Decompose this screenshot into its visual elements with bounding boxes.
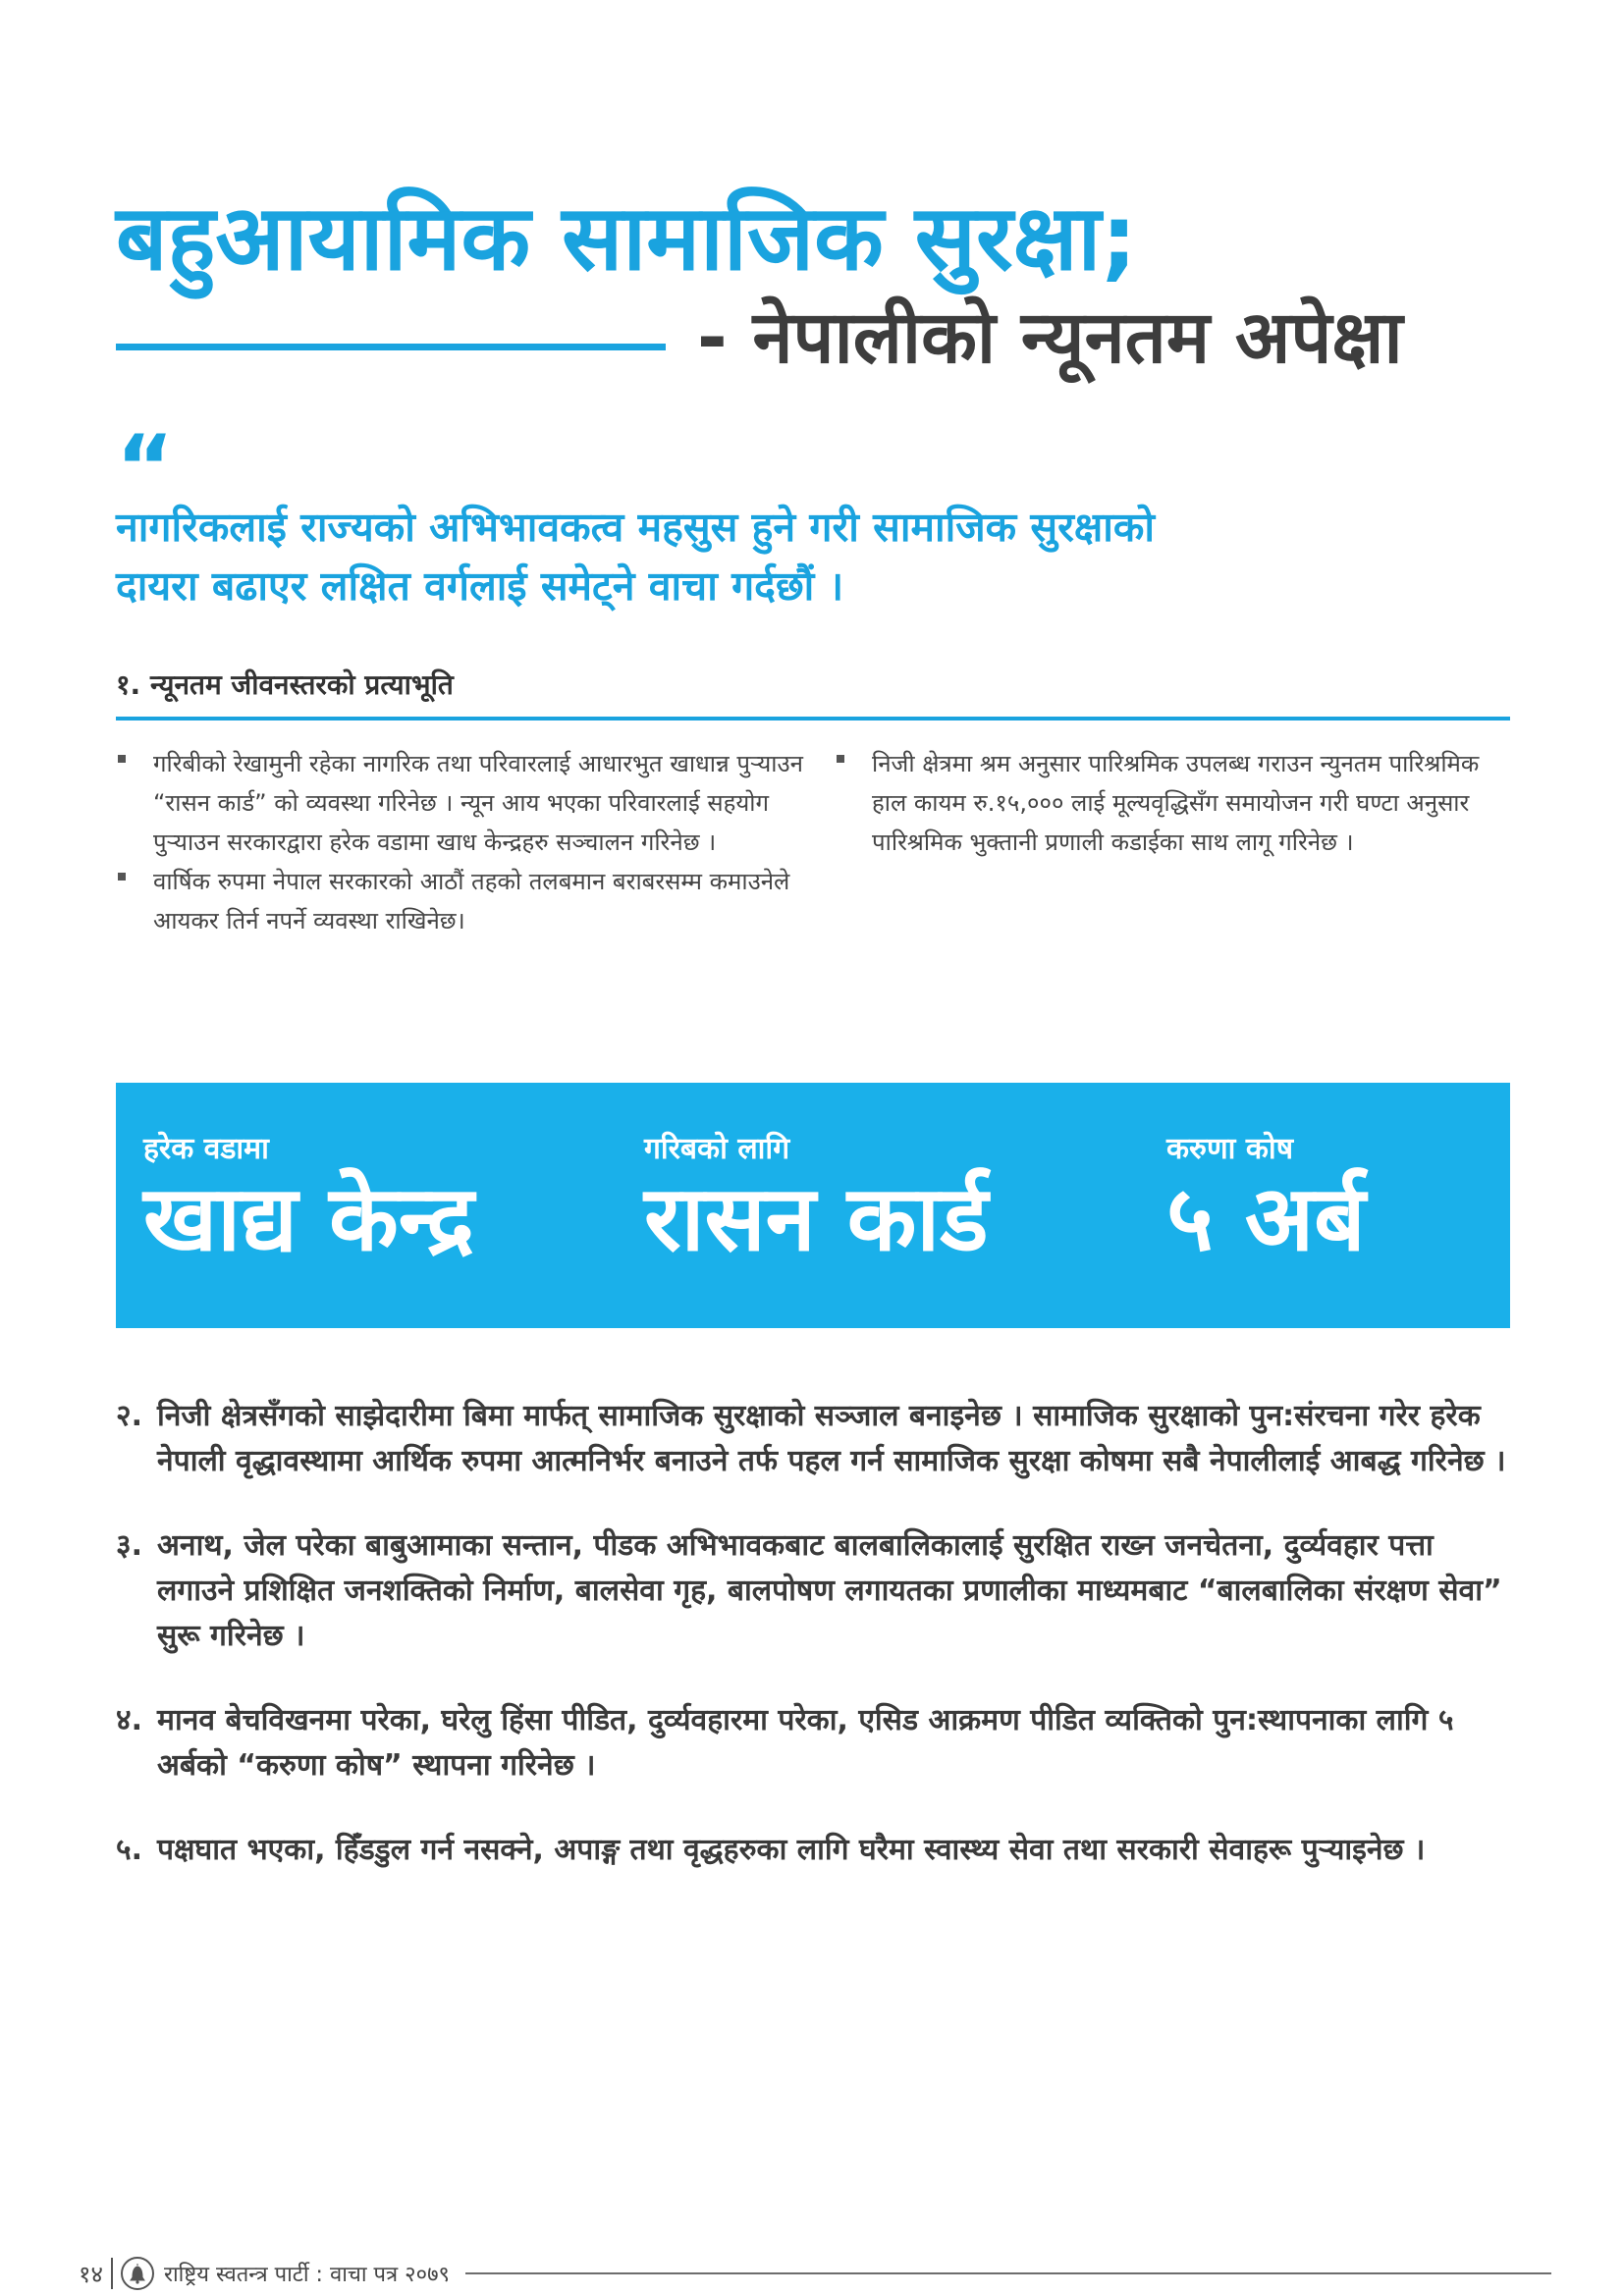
bullet-column-left — [116, 744, 803, 940]
banner-panel-karuna-fund — [1166, 1132, 1366, 1271]
list-item-number: ४. — [116, 1703, 142, 1737]
page-footer — [79, 2254, 1551, 2293]
pledge-quote-line: नागरिकलाई राज्यको अभिभावकत्व महसुस हुने गरी सामाजिक सुरक्षाको — [116, 504, 1156, 551]
section-divider — [116, 717, 1510, 721]
banner-panel-headline: रासन कार्ड — [644, 1166, 989, 1271]
banner-panel-headline: खाद्य केन्द्र — [143, 1166, 475, 1271]
quote-mark-icon: “ — [116, 416, 175, 519]
list-item-text: पक्षघात भएका, हिँडडुल गर्न नसक्ने, अपाङ्ग तथा वृद्धहरुका लागि घरैमा स्वास्थ्य सेवा तथा सरकारी सेवाहरू पुऱ्याइनेछ । — [157, 1833, 1426, 1867]
list-item-number: २. — [116, 1399, 142, 1433]
highlight-banner — [116, 1083, 1510, 1328]
banner-panel-caption: गरिबको लागि — [644, 1132, 790, 1166]
list-item-text: निजी क्षेत्रसँगको साझेदारीमा बिमा मार्फत् सामाजिक सुरक्षाको सञ्जाल बनाइनेछ । सामाजिक सुरक्षाको पुन:संरचना गरेर हरेक नेपाली वृद्धावस्थामा आर्थिक रुपमा आत्मनिर्भर बनाउने तर्फ पहल गर्न सामाजिक सुरक्षा कोषमा सबै नेपालीलाई आबद्ध गरिनेछ । — [157, 1399, 1506, 1478]
bell-icon-graphic — [128, 2263, 147, 2284]
page-title: बहुआयामिक सामाजिक सुरक्षा; — [116, 186, 1138, 291]
numbered-list — [116, 1394, 1520, 1912]
footer-text: राष्ट्रिय स्वतन्त्र पार्टी : वाचा पत्र २०७९ — [163, 2263, 450, 2287]
pledge-quote — [116, 499, 1510, 616]
page-subtitle: - नेपालीको न्यूनतम अपेक्षा — [697, 295, 1403, 380]
title-divider — [116, 344, 666, 350]
list-item — [116, 1394, 1520, 1484]
bullet-item: निजी क्षेत्रमा श्रम अनुसार पारिश्रमिक उपलब्ध गराउन न्युनतम पारिश्रमिक हाल कायम रु.१५,००० लाई मूल्यवृद्धिसँग समायोजन गरी घण्टा अनुसार पारिश्रमिक भुक्तानी प्रणाली कडाईका साथ लागू गरिनेछ । — [835, 744, 1512, 862]
footer-rule — [465, 2272, 1551, 2274]
list-item-number: ३. — [116, 1528, 142, 1563]
pledge-quote-line: दायरा बढाएर लक्षित वर्गलाई समेट्ने वाचा गर्दछौं । — [116, 561, 844, 610]
list-item — [116, 1523, 1520, 1659]
banner-panel-food-center — [143, 1132, 474, 1271]
list-item-text: अनाथ, जेल परेका बाबुआमाका सन्तान, पीडक अभिभावकबाट बालबालिकालाई सुरक्षित राख्न जनचेतना, दुर्व्यवहार पत्ता लगाउने प्रशिक्षित जनशक्तिको निर्माण, बालसेवा गृह, बालपोषण लगायतका प्रणालीका माध्यमबाट “बालबालिका संरक्षण सेवा” सुरू गरिनेछ । — [157, 1528, 1502, 1653]
footer-divider — [111, 2258, 113, 2289]
list-item-text: मानव बेचविखनमा परेका, घरेलु हिंसा पीडित, दुर्व्यवहारमा परेका, एसिड आक्रमण पीडित व्यक्तिको पुन:स्थापनाका लागि ५ अर्बको “करुणा कोष” स्थापना गरिनेछ । — [157, 1703, 1454, 1783]
page-number: १४ — [79, 2260, 103, 2288]
bullet-item: गरिबीको रेखामुनी रहेका नागरिक तथा परिवारलाई आधारभुत खाधान्न पुऱ्याउन “रासन कार्ड” को व्यवस्था गरिनेछ । न्यून आय भएका परिवारलाई सहयोग पुऱ्याउन सरकारद्वारा हरेक वडामा खाध केन्द्रहरु सञ्चालन गरिनेछ । — [116, 744, 803, 862]
bullet-item: वार्षिक रुपमा नेपाल सरकारको आठौं तहको तलबमान बराबरसम्म कमाउनेले आयकर तिर्न नपर्ने व्यवस्था राखिनेछ। — [116, 862, 803, 940]
list-item — [116, 1698, 1520, 1789]
banner-panel-headline: ५ अर्ब — [1166, 1166, 1366, 1271]
section-heading: १. न्यूनतम जीवनस्तरको प्रत्याभूति — [116, 668, 454, 701]
banner-panel-ration-card — [644, 1132, 988, 1271]
banner-panel-caption: हरेक वडामा — [143, 1132, 269, 1166]
bullet-column-right — [835, 744, 1512, 862]
list-item-number: ५. — [116, 1833, 142, 1867]
list-item — [116, 1828, 1520, 1873]
banner-panel-caption: करुणा कोष — [1166, 1132, 1294, 1166]
bell-icon — [121, 2257, 154, 2290]
